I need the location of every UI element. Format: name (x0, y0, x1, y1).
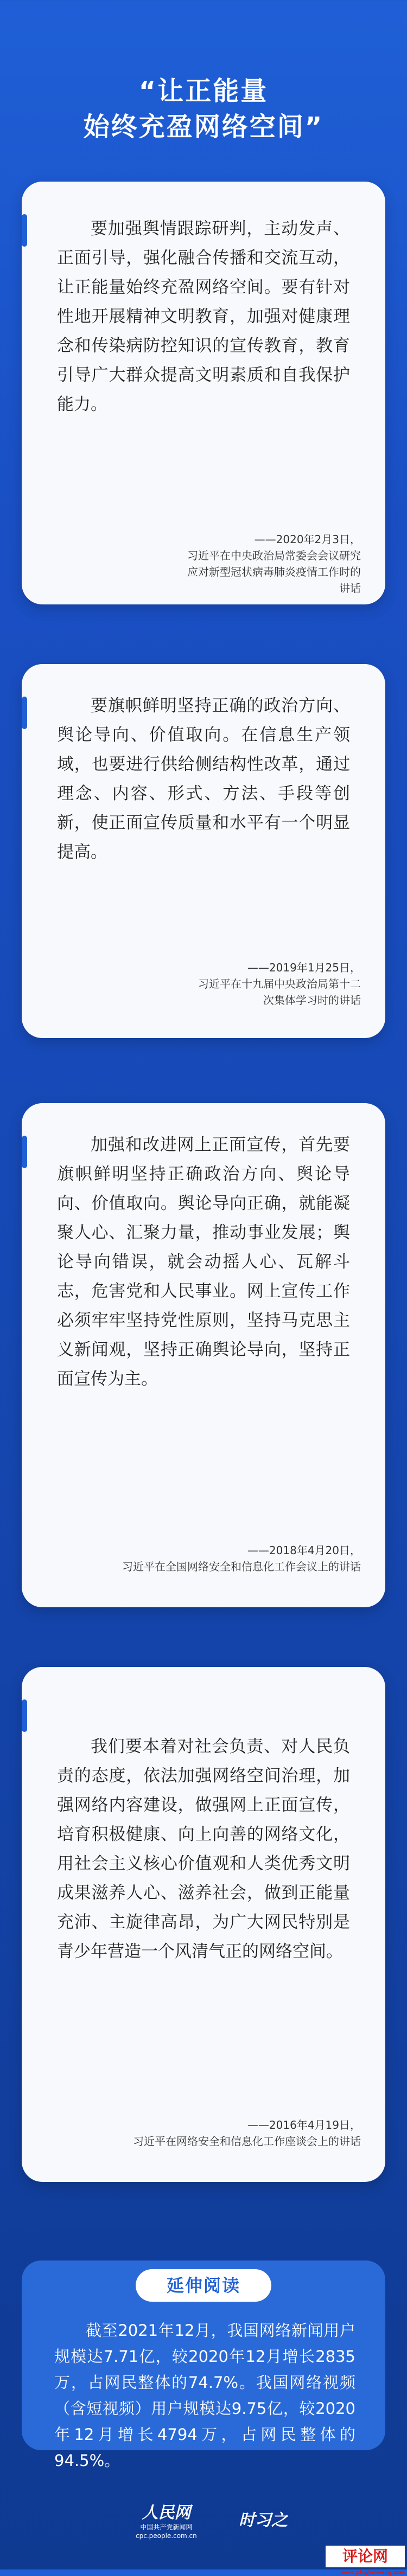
extension-reading-box (22, 2261, 385, 2470)
people-logo-mark: 人民网 (142, 2503, 191, 2522)
quote-text-3: 加强和改进网上正面宣传，首先要旗帜鲜明坚持正确政治方向、舆论导向、价值取向。舆论导向正确，就能凝聚人心、汇聚力量，推动事业发展；舆论导向错误，就会动摇人心、瓦解斗志，危害党和人民事业。网上宣传工作必须牢牢坚持党性原则，坚持马克思主义新闻观，坚持正确舆论导向，坚持正面宣传为主。 (57, 1135, 350, 1389)
card-accent-bar (22, 1136, 27, 1168)
quote-text-2: 要旗帜鲜明坚持正确的政治方向、舆论导向、价值取向。在信息生产领域，也要进行供给侧结构性改革，通过理念、内容、形式、方法、手段等创新，使正面宣传质量和水平有一个明显提高。 (57, 696, 350, 862)
watermark-url: www.pinglunwang.com (341, 2570, 405, 2575)
quote-source-4: 习近平在网络安全和信息化工作座谈会上的讲话 (133, 2135, 361, 2148)
watermark-text: 评论网 (342, 2547, 388, 2565)
quote-card-2 (22, 664, 385, 1038)
title-line-1: “让正能量 (138, 76, 269, 106)
quote-card-4 (22, 1667, 385, 2182)
shixizhi-logo: 时习之 (239, 2511, 288, 2530)
quote-text-4: 我们要本着对社会负责、对人民负责的态度，依法加强网络空间治理，加强网络内容建设，做强网上正面宣传，培育积极健康、向上向善的网络文化，用社会主义核心价值观和人类优秀文明成果滋养人心、滋养社会，做到正能量充沛、主旋律高昂，为广大网民特别是青少年营造一个风清气正的网络空间。 (57, 1737, 350, 1961)
card-accent-bar (22, 214, 27, 247)
page-title (0, 73, 407, 145)
extension-reading-text: 截至2021年12月，我国网络新闻用户规模达7.71亿，较2020年12月增长2835万，占网民整体的74.7%。我国网络视频（含短视频）用户规模达9.75亿，较2020年12月增长4794万，占网民整体的94.5%。 (54, 2321, 355, 2470)
extension-reading-badge: 延伸阅读 (136, 2269, 271, 2302)
people-logo-subtitle: 中国共产党新闻网 (140, 2523, 193, 2531)
watermark (326, 2546, 405, 2575)
quote-source-3: 习近平在全国网络安全和信息化工作会议上的讲话 (122, 1560, 361, 1573)
quote-date-3: ——2018年4月20日， (247, 1544, 361, 1557)
people-logo-url: cpc.people.com.cn (136, 2532, 197, 2540)
card-accent-bar (22, 697, 27, 729)
quote-card-3 (22, 1103, 385, 1607)
card-accent-bar (22, 1699, 27, 1732)
quote-date-2: ——2019年1月25日， (247, 961, 361, 974)
people-logo (136, 2499, 197, 2540)
quote-date-1: ——2020年2月3日， (254, 533, 361, 546)
quote-text-1: 要加强舆情跟踪研判，主动发声、正面引导，强化融合传播和交流互动，让正能量始终充盈网络空间。要有针对性地开展精神文明教育，加强对健康理念和传染病防控知识的宣传教育，教育引导广大群众提高文明素质和自我保护能力。 (57, 219, 350, 414)
quote-card-1 (22, 182, 385, 604)
quote-source-1: 习近平在中央政治局常委会会议研究应对新型冠状病毒肺炎疫情工作时的讲话 (187, 549, 361, 595)
quote-date-4: ——2016年4月19日， (247, 2118, 361, 2131)
quote-source-2: 习近平在十九届中央政治局第十二次集体学习时的讲话 (198, 977, 361, 1007)
title-line-2: 始终充盈网络空间” (83, 112, 324, 142)
